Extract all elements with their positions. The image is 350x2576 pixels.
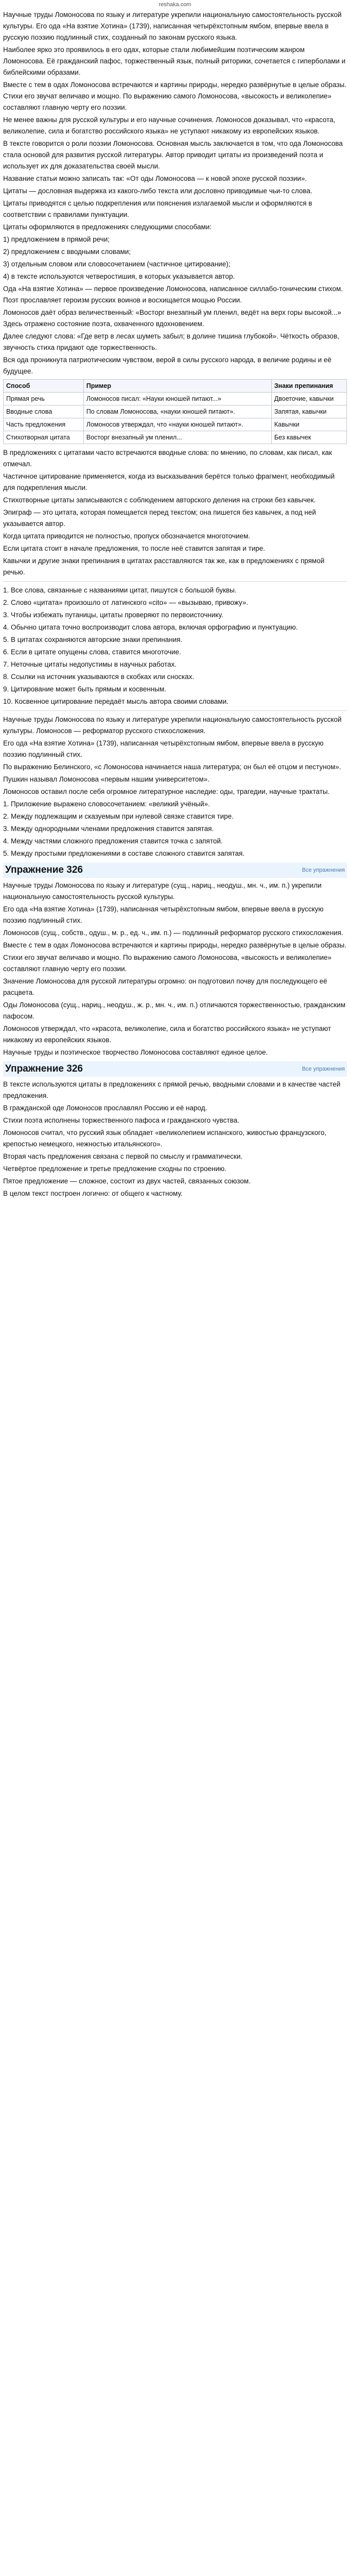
divider: [3, 581, 347, 582]
table-cell: По словам Ломоносова, «науки юношей питают».: [83, 405, 271, 418]
paragraph: Кавычки и другие знаки препинания в цитатах расставляются так же, как в предложениях с прямой речью.: [3, 557, 325, 576]
paragraph: 3. Между однородными членами предложения ставится запятая.: [3, 825, 214, 833]
paragraph: Ода «На взятие Хотина» — первое произведение Ломоносова, написанное силлабо-тоническим стихом. Поэт прославляет героизм русских воинов и восхищается мощью России.: [3, 285, 343, 304]
table-cell: Двоеточие, кавычки: [271, 393, 346, 405]
paragraph: 9. Цитирование может быть прямым и косвенным.: [3, 685, 166, 693]
paragraph: В предложениях с цитатами часто встречаются вводные слова: по мнению, по словам, как писал, как отмечал.: [3, 449, 332, 468]
paragraph: Вместе с тем в одах Ломоносова встречаются и картины природы, нередко развёрнутые в целые образы. Стихи его звучат величаво и мощно. По выражению самого Ломоносова, «высокость и великолепие» составляют главную черту его поэзии.: [3, 81, 346, 111]
paragraph: Если цитата стоит в начале предложения, то после неё ставится запятая и тире.: [3, 545, 266, 552]
table-cell: Восторг внезапный ум пленил...: [83, 431, 271, 444]
paragraph: Вторая часть предложения связана с первой по смыслу и грамматически.: [3, 1153, 243, 1160]
paragraph: В целом текст построен логично: от общего к частному.: [3, 1190, 183, 1197]
paragraph: 1. Все слова, связанные с названиями цитат, пишутся с большой буквы.: [3, 586, 237, 594]
paragraph: 7. Неточные цитаты недопустимы в научных работах.: [3, 660, 177, 668]
paragraph: Ломоносов оставил после себя огромное литературное наследие: оды, трагедии, научные трактаты.: [3, 788, 330, 795]
paragraph: Его ода «На взятие Хотина» (1739), написанная четырёхстопным ямбом, впервые ввела в русскую поэзию подлинный стих.: [3, 739, 324, 758]
paragraph: Его ода «На взятие Хотина» (1739), написанная четырёхстопным ямбом, впервые ввела в русскую поэзию подлинный стих.: [3, 905, 324, 924]
paragraph: 4) в тексте используются четверостишия, в которых указывается автор.: [3, 273, 235, 280]
paragraph: Значение Ломоносова для русской литературы огромно: он подготовил почву для последующего её расцвета.: [3, 977, 327, 996]
table-cell: Ломоносов писал: «Науки юношей питают...»: [83, 393, 271, 405]
paragraph: Научные труды Ломоносова по языку и литературе (сущ., нариц., неодуш., мн. ч., им. п.) укрепили национальную самостоятельность русской культуры.: [3, 882, 322, 901]
paragraph: В гражданской оде Ломоносов прославлял Россию и её народ.: [3, 1104, 207, 1112]
paragraph: Далее следуют слова: «Где ветр в лесах шуметь забыл; в долине тишина глубокой». Чёткость образов, звучность стиха придают оде торжественность.: [3, 332, 339, 351]
divider: [3, 710, 347, 711]
paragraph: Научные труды Ломоносова по языку и литературе укрепили национальную самостоятельность русской культуры. Ломоносов — реформатор русского стихосложения.: [3, 716, 342, 735]
paragraph: Стихи поэта исполнены торжественного пафоса и гражданского чувства.: [3, 1116, 239, 1124]
paragraph: 10. Косвенное цитирование передаёт мысль автора своими словами.: [3, 698, 229, 705]
paragraph: 4. Обычно цитата точно воспроизводит слова автора, включая орфографию и пунктуацию.: [3, 623, 298, 631]
numbered-list: [3, 585, 347, 707]
all-exercises-link-2[interactable]: Все упражнения: [302, 1066, 345, 1072]
all-exercises-link-1[interactable]: Все упражнения: [302, 867, 345, 873]
paragraph: 2. Между подлежащим и сказуемым при нулевой связке ставится тире.: [3, 812, 234, 820]
paragraph: Ломоносов даёт образ величественный: «Восторг внезапный ум пленил, ведёт на верх горы высокой...» Здесь отражено состояние поэта, охваченного вдохновением.: [3, 309, 341, 328]
paragraph: По выражению Белинского, «с Ломоносова начинается наша литература; он был её отцом и пестуном».: [3, 763, 341, 771]
paragraph: 2. Слово «цитата» произошло от латинского «cito» — «вызываю, привожу».: [3, 599, 249, 606]
paragraph: Вся ода проникнута патриотическим чувством, верой в силы русского народа, в величие родины и её будущее.: [3, 356, 331, 375]
table-cell: Часть предложения: [4, 418, 84, 431]
quote-table: [3, 379, 347, 444]
table-cell: Прямая речь: [4, 393, 84, 405]
paragraph: 5. В цитатах сохраняются авторские знаки препинания.: [3, 636, 183, 643]
grammar-notes: [3, 799, 347, 859]
paragraph: Ломоносов считал, что русский язык обладает «великолепием испанского, живостью французского, крепостью немецкого, нежностью итальянского».: [3, 1129, 327, 1148]
page: [0, 0, 350, 1199]
table-cell: Кавычки: [271, 418, 346, 431]
paragraph: Цитаты — дословная выдержка из какого-либо текста или дословно приводимые чьи-то слова.: [3, 187, 312, 195]
paragraph: Стихи его звучат величаво и мощно. По выражению самого Ломоносова, «высокость и великолепие» составляют главную черту его поэзии.: [3, 954, 332, 973]
intro-text: [3, 9, 347, 377]
paragraph: 1) предложением в прямой речи;: [3, 235, 110, 243]
paragraph: В тексте используются цитаты в предложениях с прямой речью, вводными словами и в качестве частей предложения.: [3, 1080, 341, 1099]
exercise-heading-1: [3, 862, 347, 878]
paragraph: Ломоносов утверждал, что «красота, великолепие, сила и богатство российского языка» не уступают никакому из европейских языков.: [3, 1025, 331, 1044]
closing-text: [3, 714, 347, 798]
paragraph: 6. Если в цитате опущены слова, ставится многоточие.: [3, 648, 181, 656]
paragraph: Пятое предложение — сложное, состоит из двух частей, связанных союзом.: [3, 1177, 251, 1185]
exercise-2-text: [3, 1079, 347, 1199]
paragraph: Научные труды и поэтическое творчество Ломоносова составляют единое целое.: [3, 1048, 268, 1056]
table-row: [4, 431, 347, 444]
paragraph: 5. Между простыми предложениями в составе сложного ставится запятая.: [3, 850, 245, 857]
paragraph: 3. Чтобы избежать путаницы, цитаты проверяют по первоисточнику.: [3, 611, 223, 619]
paragraph: 1. Приложение выражено словосочетанием: «великий учёный».: [3, 800, 210, 808]
table-row: [4, 405, 347, 418]
paragraph: Вместе с тем в одах Ломоносова встречаются и картины природы, нередко развёрнутые в целые образы.: [3, 941, 346, 949]
table-row: [4, 418, 347, 431]
paragraph: Частичное цитирование применяется, когда из высказывания берётся только фрагмент, необходимый для подкрепления мысли.: [3, 472, 335, 492]
table-cell: Стихотворная цитата: [4, 431, 84, 444]
paragraph: Ломоносов (сущ., собств., одуш., м. р., ед. ч., им. п.) — подлинный реформатор русского стихосложения.: [3, 929, 343, 937]
paragraph: Научные труды Ломоносова по языку и литературе укрепили национальную самостоятельность русской культуры. Его ода «На взятие Хотина» (1739), написанная четырёхстопным ямбом, впервые ввела в русскую поэзию подлинный стих, созданный по законам русского языка.: [3, 11, 342, 41]
paragraph: Не менее важны для русской культуры и его научные сочинения. Ломоносов доказывал, что «красота, великолепие, сила и богатство российского языка» не уступают никакому из европейских языков.: [3, 116, 336, 135]
paragraph: Четвёртое предложение и третье предложение сходны по строению.: [3, 1165, 226, 1173]
table-header-cell: Пример: [83, 380, 271, 393]
exercise-title-1: Упражнение 326: [5, 865, 83, 875]
paragraph: 3) отдельным словом или словосочетанием (частичное цитирование);: [3, 260, 231, 268]
paragraph: Цитаты оформляются в предложениях следующими способами:: [3, 223, 212, 231]
table-header-row: [4, 380, 347, 393]
exercise-heading-2: [3, 1061, 347, 1077]
paragraph: 2) предложением с вводными словами;: [3, 248, 131, 256]
paragraph: Название статьи можно записать так: «От оды Ломоносова — к новой эпохе русской поэзии».: [3, 175, 307, 182]
table-cell: Запятая, кавычки: [271, 405, 346, 418]
site-name[interactable]: reshaka.com: [159, 2, 191, 8]
paragraph: В тексте говорится о роли поэзии Ломоносова. Основная мысль заключается в том, что ода Ломоносова стала основой для развития русской литературы. Автор приводит цитаты из произведений поэта и использует их для доказательства своей мысли.: [3, 140, 343, 170]
paragraph: Когда цитата приводится не полностью, пропуск обозначается многоточием.: [3, 532, 251, 540]
exercise-title-2: Упражнение 326: [5, 1063, 83, 1074]
table-row: [4, 393, 347, 405]
table-cell: Вводные слова: [4, 405, 84, 418]
paragraph: Оды Ломоносова (сущ., нариц., неодуш., ж. р., мн. ч., им. п.) отличаются торжественностью, гражданским пафосом.: [3, 1001, 346, 1020]
table-body: [4, 393, 347, 444]
paragraph: Стихотворные цитаты записываются с соблюдением авторского деления на строки без кавычек.: [3, 496, 316, 504]
table-cell: Ломоносов утверждал, что «науки юношей питают».: [83, 418, 271, 431]
rules-text: [3, 447, 347, 578]
paragraph: Эпиграф — это цитата, которая помещается перед текстом; она пишется без кавычек, а под ней указывается автор.: [3, 509, 316, 528]
exercise-1-text: [3, 880, 347, 1058]
table-cell: Без кавычек: [271, 431, 346, 444]
paragraph: 4. Между частями сложного предложения ставится точка с запятой.: [3, 837, 223, 845]
paragraph: Наиболее ярко это проявилось в его одах, которые стали любимейшим поэтическим жанром Ломоносова. Её гражданский пафос, торжественный язык, полный риторики, сочетается с гиперболами и библейскими образами.: [3, 46, 346, 76]
table-header-cell: Способ: [4, 380, 84, 393]
paragraph: 8. Ссылки на источник указываются в скобках или сносках.: [3, 673, 195, 681]
paragraph: Пушкин называл Ломоносова «первым нашим университетом».: [3, 775, 209, 783]
table-header-cell: Знаки препинания: [271, 380, 346, 393]
site-header[interactable]: [3, 0, 347, 9]
paragraph: Цитаты приводятся с целью подкрепления или пояснения излагаемой мысли и оформляются в соответствии с правилами пунктуации.: [3, 199, 312, 218]
